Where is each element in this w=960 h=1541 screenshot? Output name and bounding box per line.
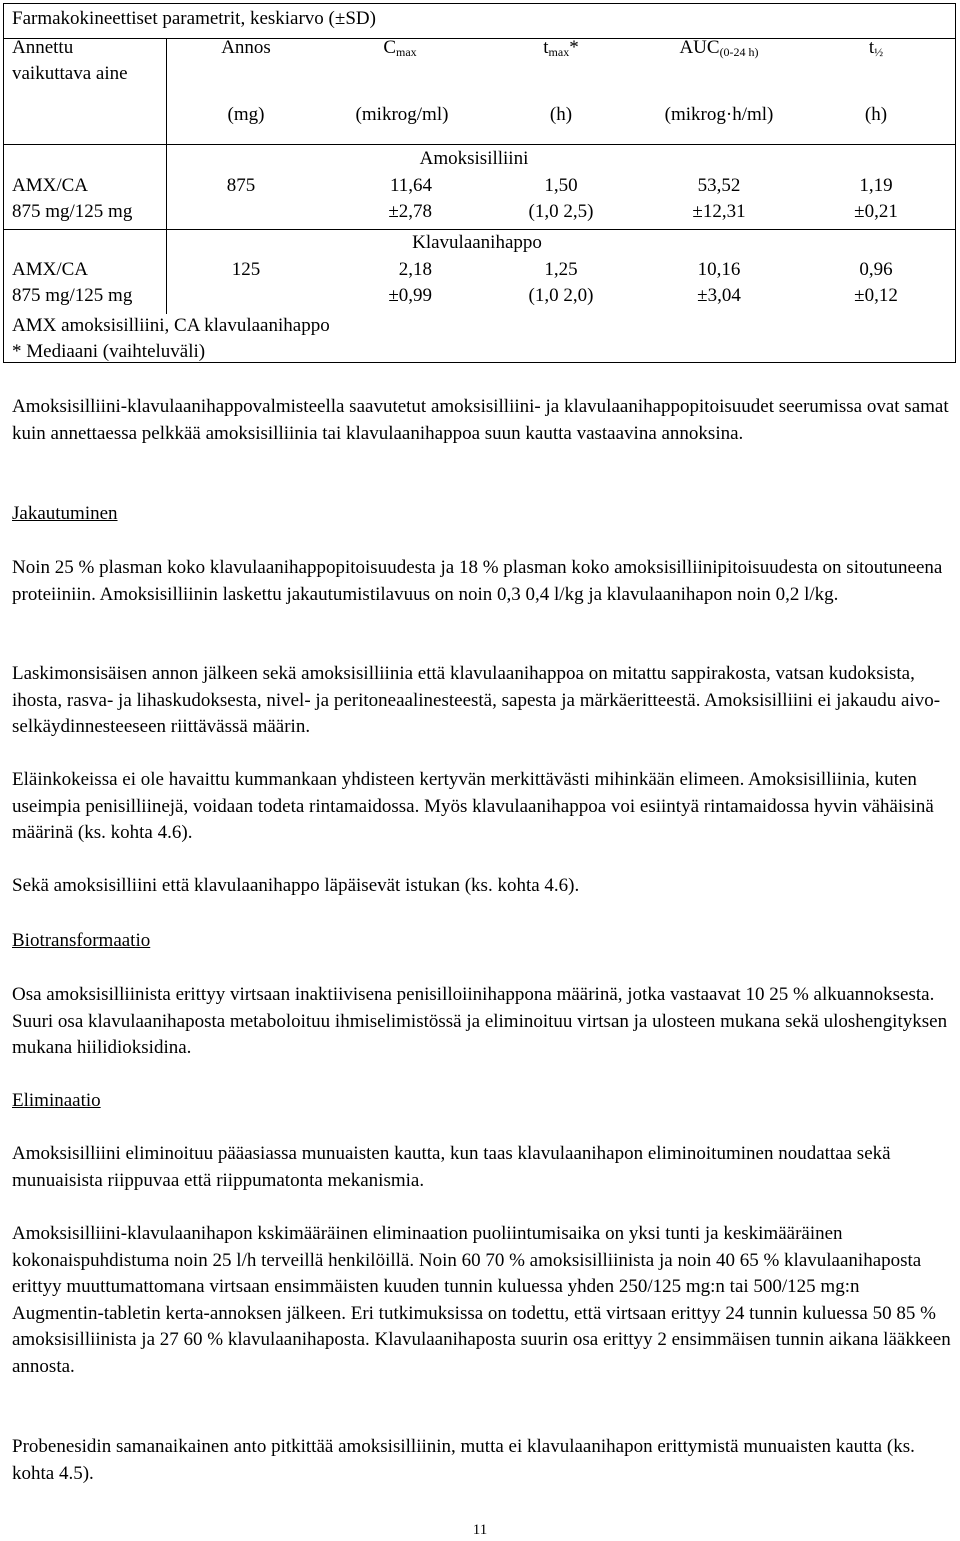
unit-tmax: (h) bbox=[549, 104, 573, 125]
section-heading-eliminaatio: Eliminaatio bbox=[12, 1090, 101, 1111]
paragraph: Osa amoksisilliinista erittyy virtsaan inaktiivisena penisilloiinihappona määrinä, jotka vastaavat 10 25 % alkuannoksesta. Suuri osa klavulaanihaposta metaboloituu ihmiselimistössä ja eliminoituu virtsan ja ulosteen mukana sekä uloshengityksen mukana hiilidioksidina. bbox=[12, 984, 948, 1058]
row-tmax: 1,50 bbox=[544, 175, 578, 196]
header-dose: Annos bbox=[221, 37, 271, 58]
pk-table bbox=[3, 3, 956, 363]
row-auc: 10,16 bbox=[697, 259, 741, 280]
row-thalf-sd: ±0,12 bbox=[854, 285, 898, 306]
row-tmax-range: (1,0 2,5) bbox=[528, 201, 594, 222]
row-substance: AMX/CA bbox=[12, 259, 89, 280]
row-tmax: 1,25 bbox=[544, 259, 578, 280]
row-dose: 875 bbox=[226, 175, 256, 196]
paragraph: Laskimonsisäisen annon jälkeen sekä amoksisilliinia että klavulaanihappoa on mitattu sappirakosta, vatsan kudoksista, ihosta, rasva- ja lihaskudoksesta, nivel- ja peritoneaalinesteestä, sapesta ja märkäeritteestä. Amoksisilliini ei jakaudu aivo-selkäydinnesteeseen riittävässä määrin. bbox=[12, 663, 941, 737]
page-number: 11 bbox=[472, 1522, 488, 1538]
unit-dose: (mg) bbox=[227, 104, 265, 125]
row-dose: 125 bbox=[231, 259, 261, 280]
section-heading-biotransformaatio: Biotransformaatio bbox=[12, 930, 151, 951]
table-rule bbox=[3, 144, 956, 145]
row-cmax: 2,18 bbox=[398, 259, 432, 280]
paragraph: Sekä amoksisilliini että klavulaanihappo läpäisevät istukan (ks. kohta 4.6). bbox=[12, 875, 580, 896]
table-footnote: AMX amoksisilliini, CA klavulaanihappo bbox=[12, 315, 330, 336]
header-cmax: $C_{max}$ bbox=[383, 37, 417, 59]
row-auc-sd: ±3,04 bbox=[697, 285, 741, 306]
row-tmax-range: (1,0 2,0) bbox=[528, 285, 594, 306]
row-thalf: 1,19 bbox=[859, 175, 893, 196]
paragraph: Probenesidin samanaikainen anto pitkittää amoksisilliinin, mutta ei klavulaanihapon erittymistä munuaisten kautta (ks. kohta 4.5). bbox=[12, 1436, 915, 1484]
table-rule bbox=[3, 229, 956, 230]
paragraph: Amoksisilliini-klavulaanihapon kskimääräinen eliminaation puoliintumisaika on yksi tunti ja keskimääräinen kokonaispuhdistuma noin 25 l/h terveillä henkilöillä. Noin 60 70 % amoksisilliinista ja noin 40 65 % klavulaanihaposta erittyy muuttumattomana virtsaan ensimmäisten kuuden tunnin kuluessa yhden 250/125 mg:n tai 500/125 mg:n Augmentin-tabletin kerta-annoksen jälkeen. Eri tutkimuksissa on todettu, että virtsaan erittyy 24 tunnin kuluessa 50 85 % amoksisilliinista ja 27 60 % klavulaanihaposta. Klavulaanihaposta suurin osa erittyy 2 ensimmäisen tunnin aikana lääkkeen annosta. bbox=[12, 1223, 951, 1377]
row-substance: 875 mg/125 mg bbox=[12, 201, 133, 222]
header-auc: $AUC_{(0-24 h)}$ bbox=[679, 37, 759, 59]
row-cmax-sd: ±0,99 bbox=[388, 285, 432, 306]
row-thalf-sd: ±0,21 bbox=[854, 201, 898, 222]
section-title-amoxicillin: Amoksisilliini bbox=[419, 148, 529, 169]
section-title-clavulanic-acid: Klavulaanihappo bbox=[412, 232, 542, 253]
header-thalf: $t_{\frac{1}{2}}$ bbox=[868, 37, 884, 59]
row-cmax-sd: ±2,78 bbox=[388, 201, 432, 222]
row-cmax: 11,64 bbox=[389, 175, 432, 196]
table-rule bbox=[166, 38, 167, 314]
table-caption: Farmakokineettiset parametrit, keskiarvo (±SD) bbox=[12, 8, 376, 29]
row-auc: 53,52 bbox=[697, 175, 741, 196]
table-footnote: * Mediaani (vaihteluväli) bbox=[12, 341, 206, 362]
paragraph: Noin 25 % plasman koko klavulaanihappopitoisuudesta ja 18 % plasman koko amoksisilliinipitoisuudesta on sitoutuneena proteiiniin. Amoksisilliinin laskettu jakautumistilavuus on noin 0,3 0,4 l/kg ja klavulaanihapon noin 0,2 l/kg. bbox=[12, 557, 943, 605]
header-substance-line2: vaikuttava aine bbox=[12, 63, 128, 84]
section-heading-jakautuminen: Jakautuminen bbox=[12, 503, 118, 524]
unit-cmax: (mikrog/ml) bbox=[355, 104, 449, 125]
header-tmax: $t_{max}*$ bbox=[543, 37, 579, 59]
header-substance-line1: Annettu bbox=[12, 37, 74, 58]
paragraph: Eläinkokeissa ei ole havaittu kummankaan yhdisteen kertyvän merkittävästi mihinkään elimeen. Amoksisilliinia, kuten useimpia penisilliinejä, voidaan todeta rintamaidossa. Myös klavulaanihappoa voi esiintyä rintamaidossa hyvin vähäisinä määrinä (ks. kohta 4.6). bbox=[12, 769, 934, 843]
table-rule bbox=[3, 38, 956, 39]
paragraph: Amoksisilliini eliminoituu pääasiassa munuaisten kautta, kun taas klavulaanihapon eliminoituminen noudattaa sekä munuaisista riippuvaa että riippumatonta mekanismia. bbox=[12, 1143, 891, 1191]
row-substance: 875 mg/125 mg bbox=[12, 285, 133, 306]
row-thalf: 0,96 bbox=[859, 259, 893, 280]
unit-thalf: (h) bbox=[864, 104, 888, 125]
paragraph: Amoksisilliini-klavulaanihappovalmisteella saavutetut amoksisilliini- ja klavulaanihappopitoisuudet seerumissa ovat samat kuin annettaessa pelkkää amoksisilliinia tai klavulaanihappoa suun kautta vastaavina annoksina. bbox=[12, 396, 949, 444]
row-substance: AMX/CA bbox=[12, 175, 89, 196]
unit-auc: (mikrog·h/ml) bbox=[664, 104, 774, 125]
row-auc-sd: ±12,31 bbox=[692, 201, 746, 222]
